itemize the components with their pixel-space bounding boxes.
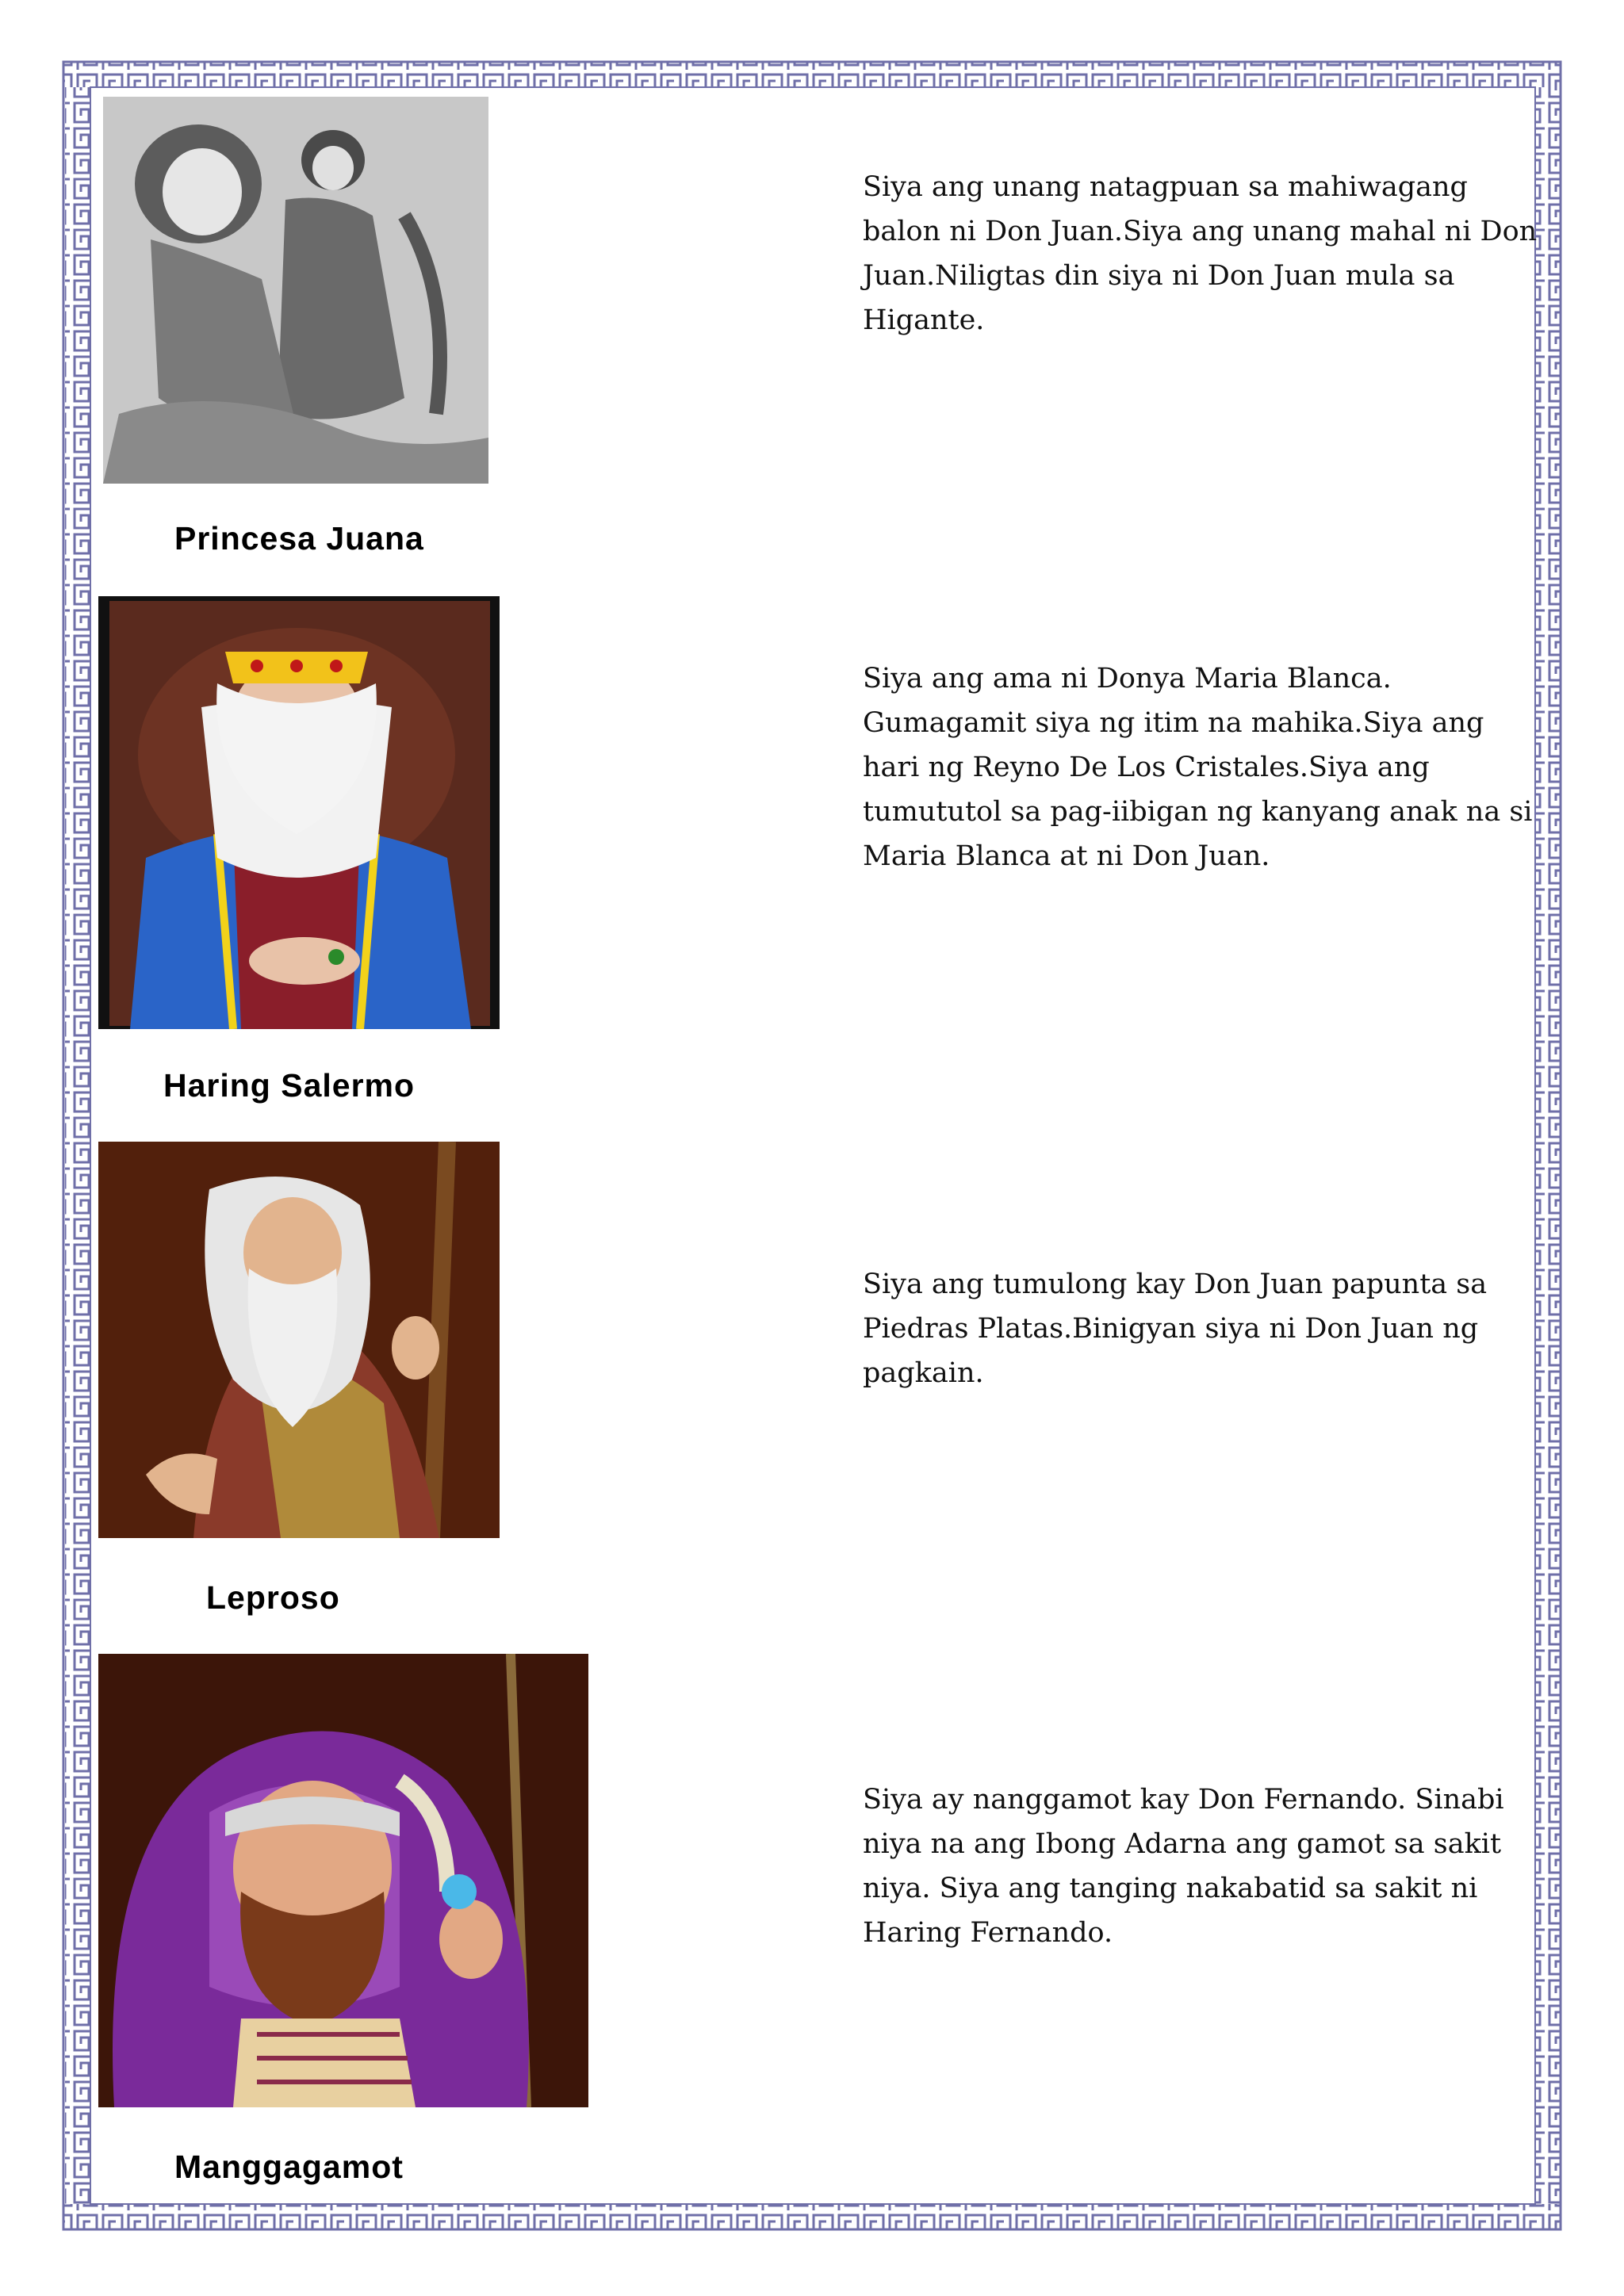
character-name: Haring Salermo [163,1067,416,1104]
character-name: Manggagamot [174,2149,404,2185]
manggagamot-illustration [98,1654,588,2107]
leproso-illustration [98,1142,500,1538]
haring-salermo-illustration [98,596,500,1029]
character-name: Leproso [206,1579,340,1616]
character-description: Siya ang tumulong kay Don Juan papunta sa Piedras Platas.Binigyan siya ni Don Juan ng pagkain. [863,1269,1488,1389]
character-description: Siya ang ama ni Donya Maria Blanca. Gumagamit siya ng itim na mahika.Siya ang hari ng Reyno De Los Cristales.Siya ang tumututol sa pag-iibigan ng kanyang anak na si Maria Blanca at ni Don Juan. [863,663,1533,872]
princesa-juana-illustration [103,97,488,484]
character-description: Siya ay nanggamot kay Don Fernando. Sinabi niya na ang Ibong Adarna ang gamot sa sakit niya. Siya ang tanging nakabatid sa sakit ni Haring Fernando. [863,1784,1504,1949]
character-description: Siya ang unang natagpuan sa mahiwagang balon ni Don Juan.Siya ang unang mahal ni Don Juan.Niligtas din siya ni Don Juan mula sa Higante. [863,171,1538,336]
character-name: Princesa Juana [174,520,424,557]
